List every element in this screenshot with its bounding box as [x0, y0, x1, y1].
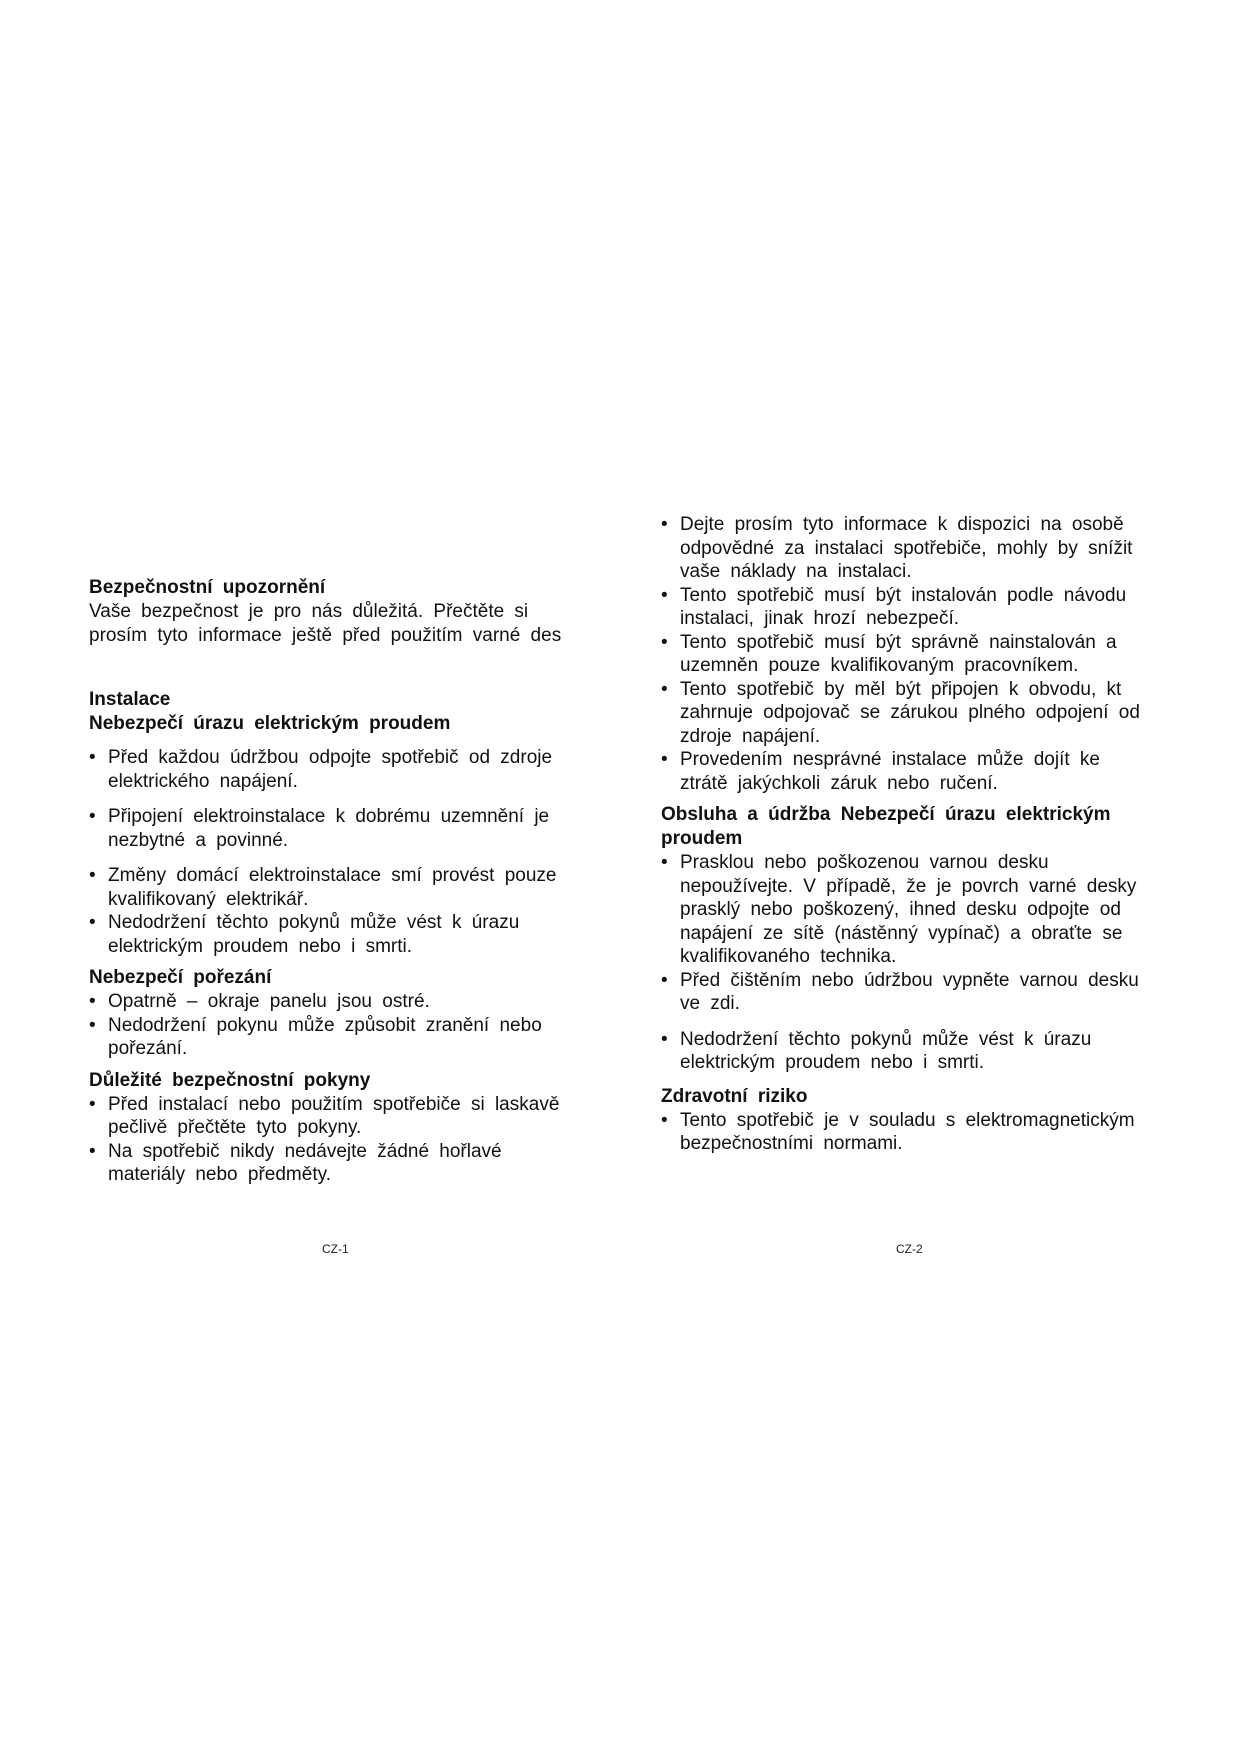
electric-hazard-heading: Nebezpečí úrazu elektrickým proudem	[89, 713, 451, 734]
right-page	[661, 513, 1196, 1156]
important-instructions-list	[89, 1093, 621, 1187]
bullet-icon: •	[89, 747, 96, 768]
bullet-icon: •	[89, 1014, 96, 1036]
cut-hazard-heading: Nebezpečí pořezání	[89, 967, 272, 988]
list-item: • Připojení elektroinstalace k dobrému uzemnění je nezbytné a povinné.	[89, 806, 550, 851]
bullet-icon: •	[89, 806, 96, 827]
bullet-icon: •	[661, 584, 668, 606]
list-item: • Tento spotřebič je v souladu s elektromagnetickým bezpečnostními normami.	[661, 1109, 1135, 1154]
bullet-icon: •	[661, 749, 668, 770]
important-instructions-heading: Důležité bezpečnostní pokyny	[89, 1069, 371, 1091]
page-number-right: CZ-2	[896, 1242, 923, 1256]
bullet-icon: •	[661, 678, 668, 700]
bullet-icon: •	[661, 1028, 668, 1050]
list-item: • Na spotřebič nikdy nedávejte žádné hořlavé materiály nebo předměty.	[89, 1140, 502, 1185]
list-item: • Dejte prosím tyto informace k dispozici na osobě odpovědné za instalaci spotřebiče, mohly by snížit vaše náklady na instalaci.	[661, 514, 1133, 582]
list-item: • Nedodržení těchto pokynů může vést k úrazu elektrickým proudem nebo i smrti.	[661, 1028, 1092, 1073]
health-risk-list	[661, 1109, 1196, 1156]
bullet-icon: •	[89, 1140, 96, 1162]
bullet-icon: •	[89, 991, 96, 1012]
list-item: • Změny domácí elektroinstalace smí provést pouze kvalifikovaný elektrikář.	[89, 865, 557, 910]
health-risk-heading: Zdravotní riziko	[661, 1085, 808, 1107]
list-item: • Provedením nesprávné instalace může dojít ke ztrátě jakýchkoli záruk nebo ručení.	[661, 749, 1100, 794]
service-list	[661, 851, 1196, 1075]
list-item: • Tento spotřebič musí být správně nainstalován a uzemněn pouze kvalifikovaným pracovníkem.	[661, 631, 1117, 676]
electric-hazard-list	[89, 746, 621, 958]
installation-list	[661, 513, 1196, 795]
list-item: • Před instalací nebo použitím spotřebiče si laskavě pečlivě přečtěte tyto pokyny.	[89, 1093, 560, 1138]
service-heading: Obsluha a údržba Nebezpečí úrazu elektrickým	[661, 804, 1111, 825]
list-item: • Tento spotřebič musí být instalován podle návodu instalaci, jinak hrozí nebezpečí.	[661, 584, 1127, 629]
installation-heading: Instalace	[89, 689, 171, 710]
bullet-icon: •	[89, 912, 96, 933]
page-number-left: CZ-1	[322, 1242, 349, 1256]
left-page	[89, 576, 621, 1187]
list-item: • Nedodržení těchto pokynů může vést k úrazu elektrickým proudem nebo i smrti.	[89, 912, 520, 957]
service-heading-continued: proudem	[661, 828, 743, 849]
list-item: • Opatrně – okraje panelu jsou ostré.	[89, 991, 430, 1012]
bullet-icon: •	[661, 969, 668, 991]
intro-paragraph	[89, 600, 621, 648]
bullet-icon: •	[89, 865, 96, 886]
intro-line: prosím tyto informace ještě před použitím varné des	[89, 625, 562, 646]
cut-hazard-list	[89, 990, 621, 1061]
list-item: • Tento spotřebič by měl být připojen k obvodu, kt zahrnuje odpojovač se zárukou plného odpojení od zdroje napájení.	[661, 678, 1140, 747]
safety-heading: Bezpečnostní upozornění	[89, 577, 326, 598]
intro-line: Vaše bezpečnost je pro nás důležitá. Přečtěte si	[89, 601, 529, 622]
bullet-icon: •	[661, 514, 668, 535]
list-item: • Před čištěním nebo údržbou vypněte varnou desku ve zdi.	[661, 969, 1139, 1014]
list-item: • Před každou údržbou odpojte spotřebič od zdroje elektrického napájení.	[89, 747, 553, 792]
bullet-icon: •	[661, 852, 668, 873]
bullet-icon: •	[661, 1109, 668, 1131]
bullet-icon: •	[89, 1093, 96, 1115]
list-item: • Prasklou nebo poškozenou varnou desku nepoužívejte. V případě, že je povrch varné desky prasklý nebo poškozený, ihned desku odpojte od napájení ze sítě (nástěnný vypínač) a obraťte se kvalifikovaného technika.	[661, 852, 1137, 967]
list-item: • Nedodržení pokynu může způsobit zranění nebo pořezání.	[89, 1014, 542, 1059]
bullet-icon: •	[661, 631, 668, 653]
